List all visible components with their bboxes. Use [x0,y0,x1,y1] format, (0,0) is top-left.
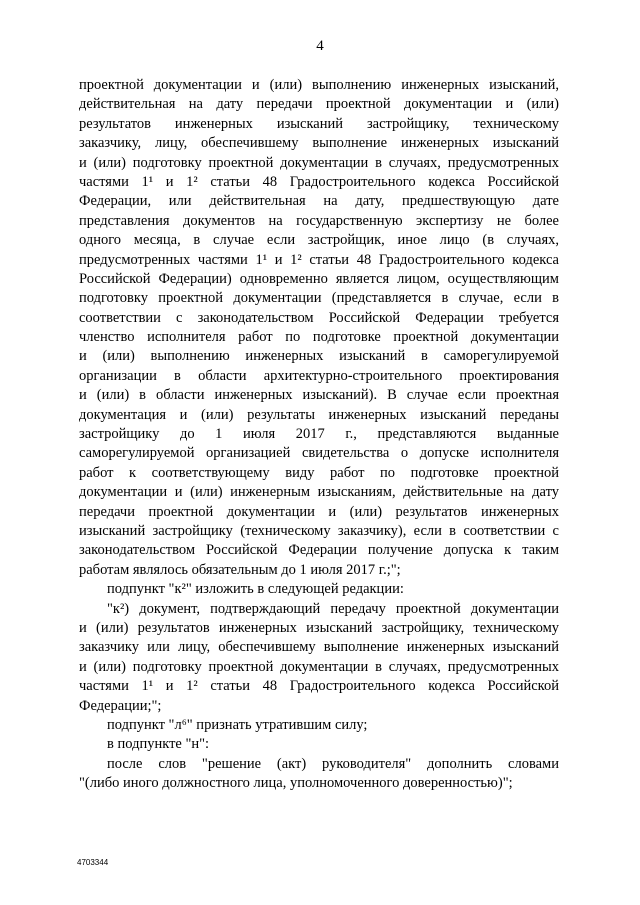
text-line: "(либо иного должностного лица, уполномоченного доверенностью)"; [79,775,513,792]
document-code: 4703344 [77,858,109,867]
page-number: 4 [316,38,324,54]
text-line: и (или) выполнению инженерных изысканий в саморегулируемой [79,348,559,365]
text-line: Российской Федерации) одновременно является лицом, осуществляющим [79,270,559,287]
text-line: соответствии с законодательством Российской Федерации требуется [79,309,559,326]
text-line: изысканий застройщику (техническому заказчику), если в соответствии с [79,522,559,539]
text-line: саморегулируемой организацией свидетельства о допуске исполнителя [79,445,559,462]
text-line: организации в области архитектурно-строительного проектирования [79,367,559,384]
text-line: документация и (или) результаты инженерных изысканий переданы [79,406,559,423]
text-line: действительная на дату передачи проектной документации и (или) [79,96,559,113]
text-line: передачи проектной документации и (или) результатов инженерных [79,503,559,520]
text-line: "к²) документ, подтверждающий передачу проектной документации [107,600,559,617]
text-line: частями 1¹ и 1² статьи 48 Градостроительного кодекса Российской [79,678,559,695]
text-line: подпункт "к²" изложить в следующей редакции: [107,581,404,598]
text-line: Федерации, или действительная на дату, предшествующую дате [79,193,559,210]
text-line: подготовку проектной документации (представляется в случае, если в [79,290,559,307]
text-line: и (или) в области инженерных изысканий). В случае если проектная [79,387,559,404]
text-line: документации и (или) инженерным изысканиям, действительные на дату [79,484,559,501]
text-line: частями 1¹ и 1² статьи 48 Градостроительного кодекса Российской [79,173,559,190]
text-line: результатов инженерных изысканий застройщику, техническому [79,115,559,132]
text-line: в подпункте "н": [107,736,210,753]
text-line: заказчику или лицу, обеспечившему выполнение инженерных изысканий [79,639,559,656]
text-line: Федерации;"; [79,697,162,714]
text-line: законодательством Российской Федерации получение допуска к таким [79,542,559,559]
text-line: застройщику до 1 июля 2017 г., представляются выданные [79,426,559,443]
text-line: заказчику, лицу, обеспечившему выполнение инженерных изысканий [79,135,559,152]
text-line: членство исполнителя работ по подготовке проектной документации [79,329,559,346]
text-line: и (или) подготовку проектной документации в случаях, предусмотренных [79,658,559,675]
text-line: подпункт "л⁶" признать утратившим силу; [107,716,368,733]
text-line: представления документов на государственную экспертизу не более [79,212,559,229]
text-line: после слов "решение (акт) руководителя" дополнить словами [107,755,559,772]
body-text [79,76,559,793]
text-line: и (или) подготовку проектной документации в случаях, предусмотренных [79,154,559,171]
text-line: работам являлось обязательным до 1 июля 2017 г.;"; [79,561,401,578]
text-line: проектной документации и (или) выполнению инженерных изысканий, [79,77,559,93]
text-line: предусмотренных частями 1¹ и 1² статьи 48 Градостроительного кодекса [79,251,559,268]
text-line: одного месяца, в случае если застройщик, иное лицо (в случаях, [79,232,559,249]
text-line: и (или) результатов инженерных изысканий застройщику, техническому [79,619,559,636]
text-line: работ к соответствующему виду работ по подготовке проектной [79,464,559,481]
